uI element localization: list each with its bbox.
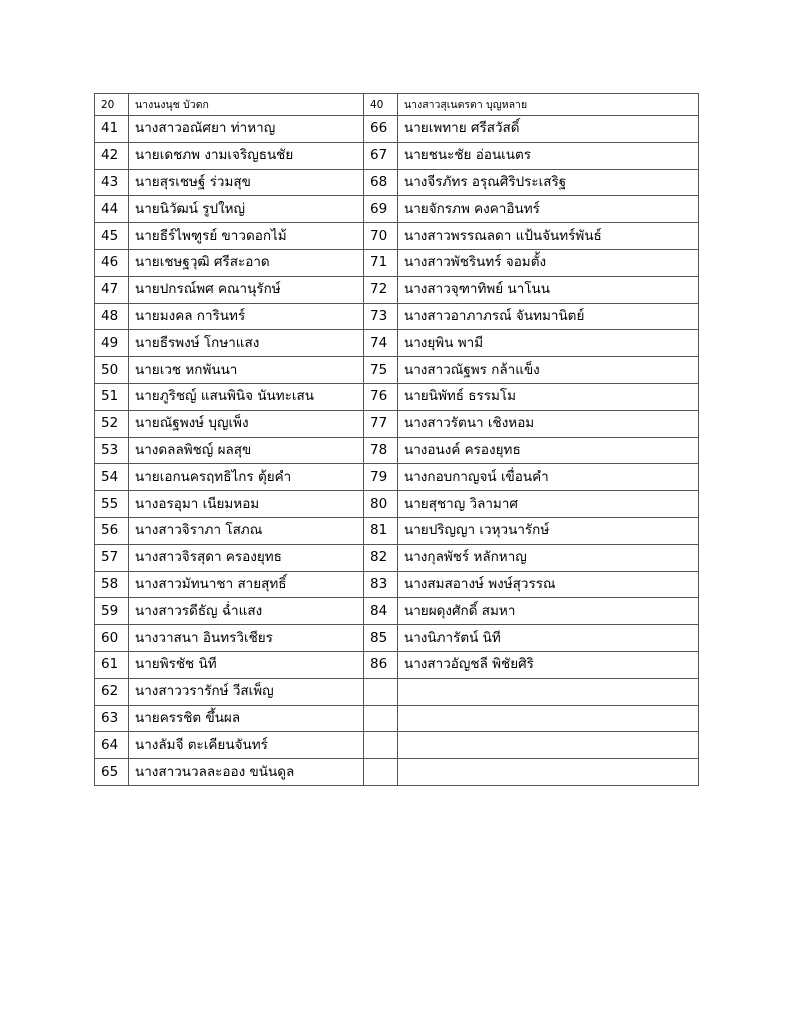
row-name-right: นางสาวสุเนตรตา บุญหลาย [398,94,699,116]
row-number-left: 46 [95,249,129,276]
row-name-left: นายเวช หกพันนา [129,357,364,384]
table-row [95,410,699,437]
row-name-left: นางสาวรดีธัญ ฉ่ำแสง [129,598,364,625]
row-name-right [398,678,699,705]
row-number-right: 85 [364,625,398,652]
row-number-right: 66 [364,116,398,143]
row-name-right: นายนิพัทธ์ ธรรมโม [398,383,699,410]
row-number-left: 50 [95,357,129,384]
row-number-right: 67 [364,142,398,169]
row-name-left: นางลัมจี ตะเคียนจันทร์ [129,732,364,759]
row-name-left: นายปกรณ์พศ คณานุรักษ์ [129,276,364,303]
name-list-body [95,94,699,786]
row-number-left: 63 [95,705,129,732]
row-number-right: 71 [364,249,398,276]
row-name-left: นางสาวจิราภา โสภณ [129,517,364,544]
row-number-left: 55 [95,491,129,518]
row-number-left: 61 [95,651,129,678]
table-row [95,491,699,518]
table-row [95,544,699,571]
row-number-right: 81 [364,517,398,544]
row-number-left: 41 [95,116,129,143]
row-name-right: นายเพทาย ศรีสวัสดิ์ [398,116,699,143]
row-name-right: นางสาวพัชรินทร์ จอมตั้ง [398,249,699,276]
row-number-left: 45 [95,223,129,250]
row-name-right: นางสาวจุฑาทิพย์ นาโนน [398,276,699,303]
row-name-left: นายนิวัฒน์ รูปใหญ่ [129,196,364,223]
row-number-right: 73 [364,303,398,330]
table-row [95,651,699,678]
table-row [95,625,699,652]
row-name-left: นางสาวมัทนาชา สายสุทธิ์ [129,571,364,598]
row-name-right: นางยุพิน พามี [398,330,699,357]
row-number-right: 79 [364,464,398,491]
row-number-right [364,678,398,705]
table-row [95,196,699,223]
row-name-right: นายจักรภพ คงคาอินทร์ [398,196,699,223]
row-number-right [364,732,398,759]
row-name-right: นางจีรภัทร อรุณศิริประเสริฐ [398,169,699,196]
table-row [95,517,699,544]
row-number-right: 75 [364,357,398,384]
table-row [95,571,699,598]
row-name-right: นางสาวณัฐพร กล้าแข็ง [398,357,699,384]
row-number-right: 74 [364,330,398,357]
row-number-right: 70 [364,223,398,250]
row-name-right: นางสาวอาภาภรณ์ จันทมานิตย์ [398,303,699,330]
row-number-left: 48 [95,303,129,330]
row-number-right: 83 [364,571,398,598]
row-number-left: 42 [95,142,129,169]
row-name-right [398,732,699,759]
row-name-left: นางสาวอณัศยา ท่าหาญ [129,116,364,143]
row-number-left: 64 [95,732,129,759]
row-name-left: นายธีร์ไพฑูรย์ ขาวดอกไม้ [129,223,364,250]
row-number-left: 53 [95,437,129,464]
table-row [95,223,699,250]
row-name-left: นายธีรพงษ์ โกษาแสง [129,330,364,357]
table-row [95,116,699,143]
table-row [95,383,699,410]
row-number-left: 57 [95,544,129,571]
table-row [95,598,699,625]
row-name-left: นางอรอุมา เนียมหอม [129,491,364,518]
row-name-left: นางสาวนวลละออง ขนันดูล [129,759,364,786]
row-name-left: นายเดชภพ งามเจริญธนชัย [129,142,364,169]
row-name-left: นายณัฐพงษ์ บุญเพ็ง [129,410,364,437]
row-number-left: 20 [95,94,129,116]
row-number-left: 59 [95,598,129,625]
row-number-left: 52 [95,410,129,437]
table-row [95,142,699,169]
row-number-left: 44 [95,196,129,223]
row-number-left: 60 [95,625,129,652]
row-name-right: นางกุลพัชร์ หลักหาญ [398,544,699,571]
table-row [95,705,699,732]
row-name-right: นายผดุงศักดิ์ สมหา [398,598,699,625]
row-number-left: 58 [95,571,129,598]
table-row [95,169,699,196]
row-name-left: นางสาวจิรสุดา ครองยุทธ [129,544,364,571]
row-number-left: 49 [95,330,129,357]
row-name-right: นางนิภารัตน์ นิที [398,625,699,652]
row-name-left: นางดลลพิชญ์ ผลสุข [129,437,364,464]
table-row [95,330,699,357]
row-name-left: นางนงนุช บัวดก [129,94,364,116]
row-number-left: 47 [95,276,129,303]
table-row [95,303,699,330]
row-name-left: นายเอกนครฤทธิไกร ตุ้ยคำ [129,464,364,491]
row-name-right: นายปริญญา เวหุวนารักษ์ [398,517,699,544]
row-name-right: นายสุชาญ วิลามาศ [398,491,699,518]
row-number-right: 72 [364,276,398,303]
row-name-left: นายภูริชญ์ แสนพินิจ นันทะเสน [129,383,364,410]
row-number-left: 43 [95,169,129,196]
row-name-left: นางวาสนา อินทรวิเชียร [129,625,364,652]
row-name-right: นางสาวพรรณลดา แป้นจันทร์พันธ์ [398,223,699,250]
row-number-right: 69 [364,196,398,223]
row-number-right: 76 [364,383,398,410]
row-number-right: 77 [364,410,398,437]
row-number-right: 86 [364,651,398,678]
row-number-left: 62 [95,678,129,705]
row-name-left: นายสุรเชษฐ์ ร่วมสุข [129,169,364,196]
table-row [95,678,699,705]
table-row [95,357,699,384]
table-row [95,464,699,491]
row-name-right [398,759,699,786]
row-number-left: 56 [95,517,129,544]
row-number-left: 51 [95,383,129,410]
table-row [95,437,699,464]
row-number-right: 84 [364,598,398,625]
row-name-left: นางสาววรารักษ์ วีสเพ็ญ [129,678,364,705]
row-number-right: 80 [364,491,398,518]
row-number-left: 65 [95,759,129,786]
row-number-right: 68 [364,169,398,196]
table-row [95,276,699,303]
row-number-right: 78 [364,437,398,464]
row-name-left: นายมงคล การินทร์ [129,303,364,330]
row-number-left: 54 [95,464,129,491]
table-row [95,94,699,116]
row-name-left: นายพิรชัช นิที [129,651,364,678]
row-number-right: 40 [364,94,398,116]
row-name-right: นายชนะชัย อ่อนเนตร [398,142,699,169]
row-name-right: นางอนงค์ ครองยุทธ [398,437,699,464]
row-number-right: 82 [364,544,398,571]
row-name-right: นางกอบกาญจน์ เขื่อนคำ [398,464,699,491]
row-name-right: นางสมสอางษ์ พงษ์สุวรรณ [398,571,699,598]
row-number-right [364,705,398,732]
row-name-left: นายเชษฐวุฒิ ศรีสะอาด [129,249,364,276]
name-list-table [94,93,699,786]
table-row [95,759,699,786]
row-number-right [364,759,398,786]
row-name-right: นางสาวอัญชลี พิชัยศิริ [398,651,699,678]
row-name-left: นายครรชิต ขึ้นผล [129,705,364,732]
row-name-right [398,705,699,732]
table-row [95,732,699,759]
row-name-right: นางสาวรัตนา เชิงหอม [398,410,699,437]
table-row [95,249,699,276]
